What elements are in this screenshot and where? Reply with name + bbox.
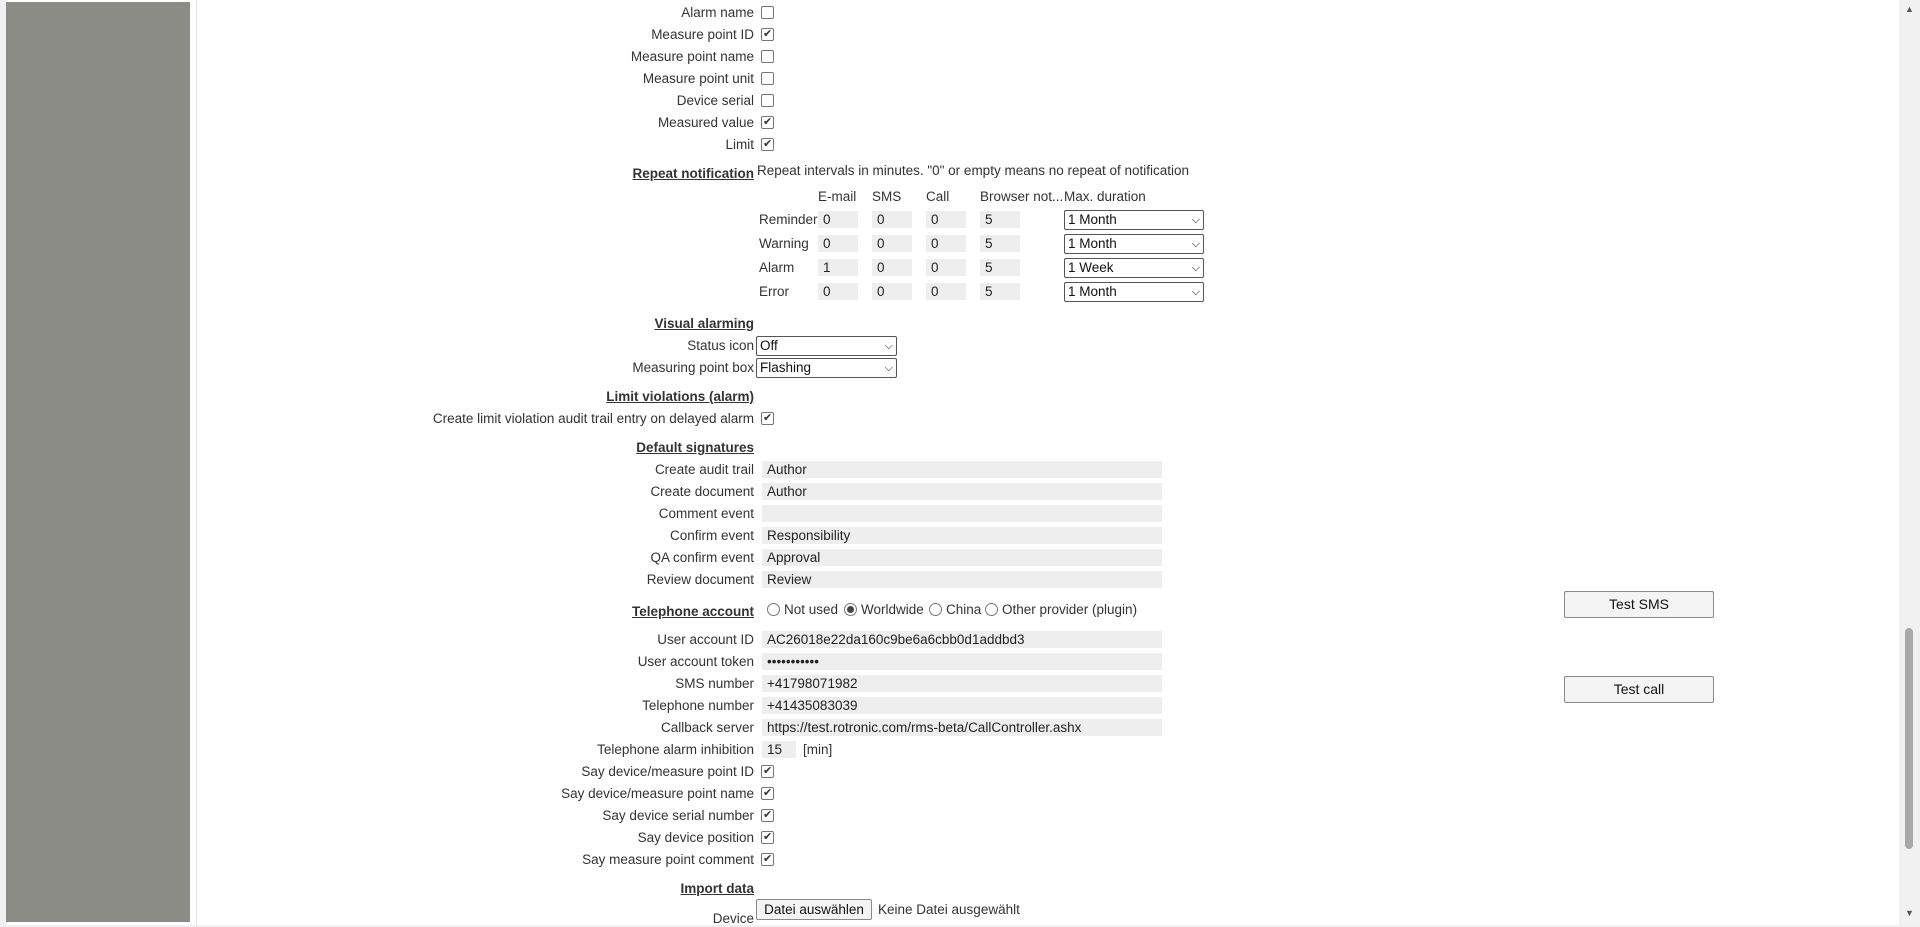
alarm-email-input[interactable]: 1 [818,259,858,276]
alarm-browser-input[interactable]: 5 [980,259,1020,276]
sms-number-label: SMS number [675,676,754,691]
reminder-duration-select[interactable] [1064,210,1204,230]
import-data-heading: Import data [680,881,754,896]
alarm-call-input[interactable]: 0 [926,259,966,276]
say-serial-checkbox[interactable] [761,809,774,822]
test-call-button[interactable]: Test call [1564,676,1714,703]
confirm-event-label: Confirm event [669,528,754,543]
alarm-name-checkbox[interactable] [761,6,774,19]
chevron-down-icon: ⌵ [884,340,893,352]
say-position-label: Say device position [637,830,754,845]
confirm-event-input[interactable]: Responsibility [762,527,1162,544]
vertical-scrollbar[interactable] [1899,0,1920,925]
radio-not-used-label: Not used [784,602,839,617]
alarm-sms-input[interactable]: 0 [872,259,912,276]
say-name-label: Say device/measure point name [561,786,754,801]
measuring-point-box-select[interactable] [756,358,897,378]
say-id-checkbox[interactable] [761,765,774,778]
create-document-input[interactable]: Author [762,483,1162,500]
page-frame [6,0,1905,925]
say-position-checkbox[interactable] [761,831,774,844]
qa-confirm-event-label: QA confirm event [650,550,754,565]
error-duration-select[interactable] [1064,282,1204,302]
user-account-id-input[interactable]: AC26018e22da160c9be6a6cbb0d1addbd3 [762,631,1162,648]
warning-email-input[interactable]: 0 [818,235,858,252]
warning-call-input[interactable]: 0 [926,235,966,252]
radio-worldwide-label: Worldwide [861,602,924,617]
radio-china-label: China [946,602,982,617]
user-account-id-label: User account ID [657,632,754,647]
measuring-point-box-value: Flashing [760,360,812,375]
radio-worldwide[interactable] [844,603,857,616]
chevron-down-icon: ⌵ [1191,214,1200,226]
status-icon-label: Status icon [687,338,754,353]
limit-checkbox[interactable] [761,138,774,151]
row-alarm-label: Alarm [759,260,795,275]
file-status: Keine Datei ausgewählt [878,902,1020,917]
alarm-duration-value: 1 Week [1068,260,1114,275]
comment-event-label: Comment event [658,506,754,521]
comment-event-input[interactable] [762,505,1162,522]
reminder-sms-input[interactable]: 0 [872,211,912,228]
radio-china[interactable] [929,603,942,616]
settings-form [6,0,1905,925]
col-call: Call [926,189,950,204]
measured-value-checkbox[interactable] [761,116,774,129]
inhibition-unit: [min] [803,742,833,757]
row-reminder-label: Reminder [759,212,818,227]
chevron-down-icon: ⌵ [1191,262,1200,274]
scrollbar-thumb[interactable] [1905,628,1913,849]
repeat-notification-heading: Repeat notification [632,166,754,181]
row-warning-label: Warning [759,236,809,251]
status-icon-select[interactable] [756,336,897,356]
default-signatures-heading: Default signatures [636,440,754,455]
warning-duration-select[interactable] [1064,234,1204,254]
alarm-name-label: Alarm name [681,5,754,20]
row-error-label: Error [759,284,789,299]
reminder-call-input[interactable]: 0 [926,211,966,228]
radio-not-used[interactable] [767,603,780,616]
limit-label: Limit [725,137,754,152]
radio-other-provider[interactable] [985,603,998,616]
measured-value-label: Measured value [657,115,754,130]
col-browser: Browser not... [980,189,1064,204]
radio-other-provider-label: Other provider (plugin) [1002,602,1138,617]
create-audit-trail-input[interactable]: Author [762,461,1162,478]
say-name-checkbox[interactable] [761,787,774,800]
chevron-down-icon: ⌵ [1191,238,1200,250]
limit-violations-heading: Limit violations (alarm) [606,389,754,404]
reminder-duration-value: 1 Month [1068,212,1117,227]
create-audit-trail-label: Create audit trail [654,462,754,477]
col-sms: SMS [872,189,902,204]
warning-duration-value: 1 Month [1068,236,1117,251]
device-serial-label: Device serial [676,93,754,108]
limit-audit-trail-label: Create limit violation audit trail entry on delayed alarm [432,411,754,426]
sms-number-input[interactable]: +41798071982 [762,675,1162,692]
say-comment-checkbox[interactable] [761,853,774,866]
qa-confirm-event-input[interactable]: Approval [762,549,1162,566]
warning-browser-input[interactable]: 5 [980,235,1020,252]
telephone-number-input[interactable]: +41435083039 [762,697,1162,714]
choose-file-button[interactable]: Datei auswählen [756,899,872,920]
measure-point-unit-checkbox[interactable] [761,72,774,85]
scroll-up-icon[interactable]: ▲ [1905,4,1914,14]
col-max-duration: Max. duration [1064,189,1146,204]
chevron-down-icon: ⌵ [1191,286,1200,298]
error-duration-value: 1 Month [1068,284,1117,299]
telephone-alarm-inhibition-label: Telephone alarm inhibition [597,742,754,757]
review-document-input[interactable]: Review [762,571,1162,588]
user-account-token-input[interactable]: ••••••••••• [762,653,1162,670]
measure-point-name-checkbox[interactable] [761,50,774,63]
reminder-browser-input[interactable]: 5 [980,211,1020,228]
status-icon-value: Off [760,338,778,353]
visual-alarming-heading: Visual alarming [654,316,754,331]
device-serial-checkbox[interactable] [761,94,774,107]
measure-point-id-label: Measure point ID [651,27,754,42]
test-sms-button[interactable]: Test SMS [1564,591,1714,618]
error-email-input[interactable]: 0 [818,283,858,300]
callback-server-label: Callback server [660,720,754,735]
error-browser-input[interactable]: 5 [980,283,1020,300]
chevron-down-icon: ⌵ [884,362,893,374]
import-device-label: Device [712,911,754,926]
col-email: E-mail [818,189,857,204]
reminder-email-input[interactable]: 0 [818,211,858,228]
telephone-account-heading: Telephone account [631,604,754,619]
scroll-down-icon[interactable]: ▼ [1905,908,1914,918]
error-call-input[interactable]: 0 [926,283,966,300]
say-id-label: Say device/measure point ID [581,764,754,779]
warning-sms-input[interactable]: 0 [872,235,912,252]
repeat-description: Repeat intervals in minutes. "0" or empty means no repeat of notification [757,163,1190,178]
error-sms-input[interactable]: 0 [872,283,912,300]
alarm-duration-select[interactable] [1064,258,1204,278]
create-document-label: Create document [650,484,754,499]
user-account-token-label: User account token [637,654,754,669]
callback-server-input[interactable]: https://test.rotronic.com/rms-beta/CallController.ashx [762,719,1162,736]
review-document-label: Review document [646,572,754,587]
say-serial-label: Say device serial number [602,808,754,823]
say-comment-label: Say measure point comment [582,852,754,867]
measure-point-id-checkbox[interactable] [761,28,774,41]
measuring-point-box-label: Measuring point box [632,360,754,375]
measure-point-name-label: Measure point name [630,49,754,64]
measure-point-unit-label: Measure point unit [642,71,754,86]
limit-audit-trail-checkbox[interactable] [761,412,774,425]
telephone-alarm-inhibition-input[interactable]: 15 [762,741,796,758]
telephone-number-label: Telephone number [642,698,754,713]
